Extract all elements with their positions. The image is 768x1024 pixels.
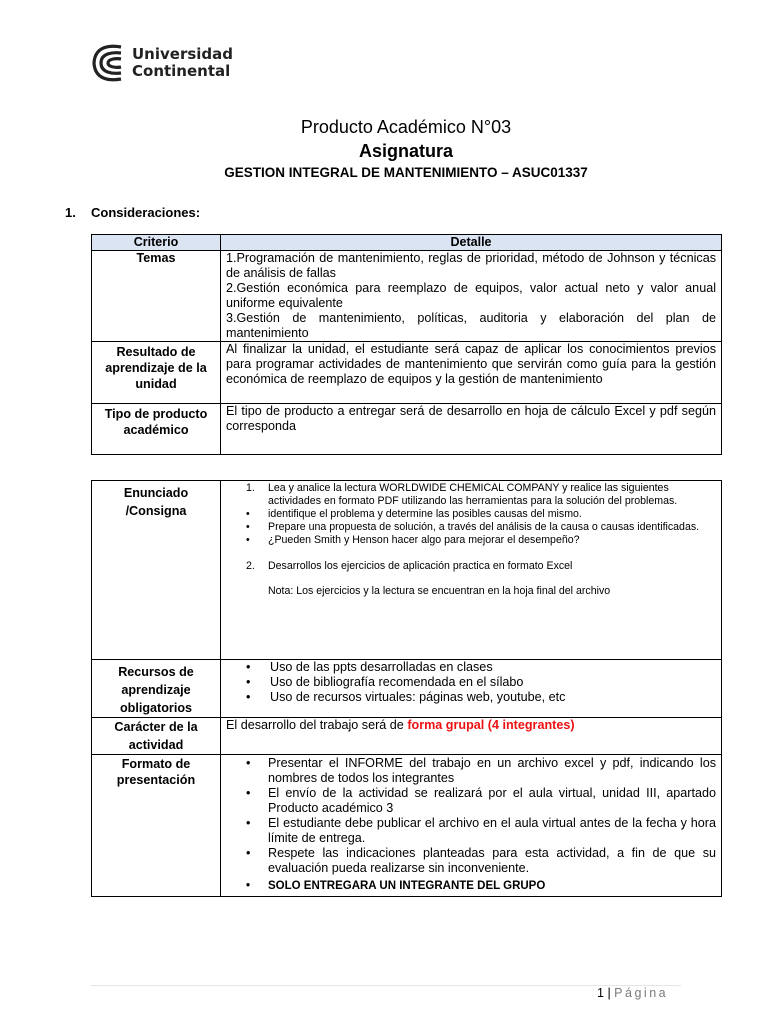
list-item [246, 482, 716, 508]
item-text: Lea y analice la lectura WORLDWIDE CHEMICAL COMPANY y realice las siguientes actividades en formato PDF utilizando las herramientas para la solución del problemas. [268, 482, 678, 507]
bullet-icon: • [246, 846, 251, 860]
header-detalle: Detalle [221, 235, 722, 251]
item-number: 2. [246, 560, 255, 572]
footer-divider [91, 985, 681, 986]
table-row [92, 660, 722, 718]
bullet-icon: • [246, 521, 250, 533]
bullet-icon: • [246, 756, 251, 770]
item-text: identifique el problema y determine las posibles causas del mismo. [268, 508, 582, 520]
list-item [246, 879, 716, 894]
list-item [246, 675, 716, 690]
formato-label: Formato de presentación [92, 755, 221, 897]
temas-item: 1.Programación de mantenimiento, reglas de prioridad, método de Johnson y técnicas de análisis de fallas [226, 251, 716, 280]
group-size-highlight: forma grupal (4 integrantes) [407, 718, 575, 732]
temas-item: 2.Gestión económica para reemplazo de equipos, valor actual neto y valor anual uniforme equivalente [226, 281, 716, 310]
header-criterio: Criterio [92, 235, 221, 251]
course-name: GESTION INTEGRAL DE MANTENIMIENTO – ASUC01337 [224, 165, 588, 180]
recursos-cell [221, 660, 722, 718]
item-text: Prepare una propuesta de solución, a través del análisis de la causa o causas identificadas. [268, 521, 700, 533]
resultado-label: Resultado de aprendizaje de la unidad [92, 342, 221, 404]
tipo-label: Tipo de producto académico [92, 404, 221, 455]
list-item [246, 521, 716, 534]
enunciado-cell [221, 481, 722, 660]
page-number: 1 [597, 986, 604, 1000]
activity-table [91, 480, 722, 897]
bullet-icon: • [246, 816, 251, 830]
formato-cell [221, 755, 722, 897]
item-text: El envío de la actividad se realizará por el aula virtual, unidad III, apartado Producto académico 3 [268, 786, 716, 815]
table-row [92, 404, 722, 455]
considerations-table [91, 234, 722, 455]
subject-label: Asignatura [358, 141, 454, 161]
bullet-icon: • [246, 880, 251, 892]
item-text: Respete las indicaciones planteadas para esta actividad, a fin de que su evaluación pueda realizarse sin inconveniente. [268, 846, 716, 875]
note-text: Nota: Los ejercicios y la lectura se encuentran en la hoja final del archivo [268, 585, 611, 597]
item-text: ¿Pueden Smith y Henson hacer algo para mejorar el desempeño? [268, 534, 580, 546]
list-item [246, 585, 716, 598]
recursos-label: Recursos de aprendizaje obligatorios [92, 660, 221, 718]
list-item [246, 816, 716, 846]
enunciado-label: Enunciado /Consigna [92, 481, 221, 660]
item-text: Presentar el INFORME del trabajo en un archivo excel y pdf, indicando los nombres de todos los integrantes [268, 756, 716, 785]
tipo-text: El tipo de producto a entregar será de desarrollo en hoja de cálculo Excel y pdf según corresponda [221, 404, 722, 455]
list-item [246, 690, 716, 705]
item-number: 1. [246, 482, 255, 494]
logo-wordmark [132, 46, 233, 80]
temas-cell [221, 251, 722, 342]
item-text: Uso de recursos virtuales: páginas web, youtube, etc [270, 690, 566, 704]
list-item [246, 508, 716, 521]
item-text: Desarrollos los ejercicios de aplicación practica en formato Excel [268, 560, 573, 572]
table-row [92, 755, 722, 897]
resultado-text: Al finalizar la unidad, el estudiante será capaz de aplicar los conocimientos previos para programar actividades de mantenimiento que servirán como guía para la gestión económica de reemplazo de equipos y la gestión de mantenimiento [221, 342, 722, 404]
caracter-cell [221, 718, 722, 755]
list-item [246, 660, 716, 675]
list-item [246, 534, 716, 547]
temas-label: Temas [92, 251, 221, 342]
bullet-icon: • [246, 690, 251, 704]
section-heading [65, 205, 200, 220]
document-title: Producto Académico N°03 [300, 117, 512, 137]
item-text: Uso de las ppts desarrolladas en clases [270, 660, 493, 674]
university-logo [90, 42, 233, 84]
item-text: Uso de bibliografía recomendada en el sílabo [270, 675, 524, 689]
caracter-text: El desarrollo del trabajo será de [226, 718, 408, 732]
footer-separator: | [607, 986, 611, 1000]
caracter-label: Carácter de la actividad [92, 718, 221, 755]
logo-line-2: Continental [132, 62, 231, 80]
section-number: 1. [65, 205, 76, 220]
table-header-row [92, 235, 722, 251]
list-item [246, 846, 716, 876]
bullet-icon: • [246, 534, 250, 546]
bullet-icon: • [246, 675, 251, 689]
list-item [246, 756, 716, 786]
logo-line-1: Universidad [132, 45, 234, 63]
logo-mark-icon [90, 42, 124, 84]
table-row [92, 251, 722, 342]
list-item [246, 560, 716, 573]
item-text: El estudiante debe publicar el archivo en el aula virtual antes de la fecha y hora límite de entrega. [268, 816, 716, 845]
bullet-icon: • [246, 508, 250, 520]
list-item [246, 786, 716, 816]
section-label: Consideraciones: [91, 205, 201, 220]
page-footer [597, 986, 668, 1000]
table-row [92, 481, 722, 660]
bullet-icon: • [246, 660, 251, 674]
table-row [92, 342, 722, 404]
bullet-icon: • [246, 786, 251, 800]
table-row [92, 718, 722, 755]
page-word: Página [614, 986, 669, 1000]
temas-item: 3.Gestión de mantenimiento, políticas, auditoria y elaboración del plan de mantenimiento [226, 311, 716, 340]
item-text: SOLO ENTREGARA UN INTEGRANTE DEL GRUPO [268, 880, 546, 892]
